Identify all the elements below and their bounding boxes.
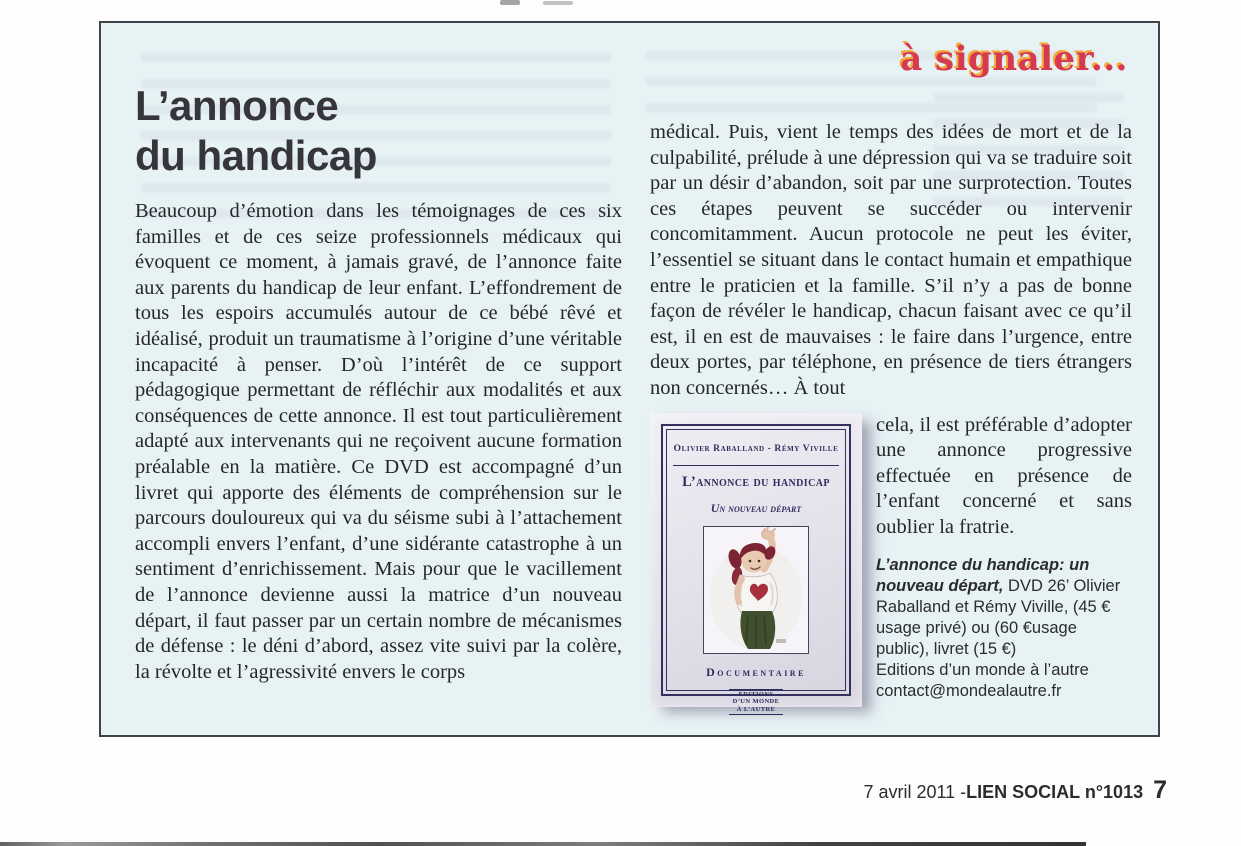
dvd-genre: Documentaire [706, 665, 806, 680]
footer-page-number: 7 [1153, 776, 1167, 804]
dvd-title: L’annonce du handicap [682, 474, 830, 491]
page-footer [863, 776, 1167, 805]
article-column-right-paragraph: médical. Puis, vient le temps des idées de mort et de la culpabilité, prélude à une dépression qui va se traduire soit par un désir d’abandon, soit par une surprotection. Toutes ces étapes peuvent se succéder ou intervenir concomitamment. Aucun protocole ne peut les éviter, l’essentiel se situant dans le contact humain et empathique entre le praticien et la famille. S’il n’y a pas de bonne façon de révéler le handicap, chacun faisant avec ce qu’il est, il en est de mauvaises : le faire dans l’urgence, entre deux portes, par téléphone, en présence de tiers étrangers non concernés… À tout [650, 121, 1132, 399]
article-column-right [650, 120, 1132, 711]
caption-publisher: Editions d’un monde à l’autre [876, 660, 1089, 679]
article-title-line1: L’annonce [135, 82, 339, 129]
media-and-caption-zone [650, 413, 1132, 713]
dvd-cover [650, 413, 862, 713]
article-title [135, 81, 377, 181]
scan-smudge [543, 1, 573, 5]
scan-edge [0, 842, 1086, 846]
girl-drawing-icon [704, 527, 808, 653]
article-column-right-wrapped-paragraph: cela, il est préférable d’adopter une annonce progressive effectuée en présence de l’enfant concerné et sans oublier la fratrie. [876, 413, 1132, 538]
article-column-left: Beaucoup d’émotion dans les témoignages de ces six familles et de ces seize professionnels médicaux qui évoquent ce moment, à jamais gravé, de l’annonce faite aux parents du handicap de leur enfant. L’effondrement de tous les espoirs accumulés autour de ce bébé rêvé et idéalisé, produit un traumatisme à l’origine d’une véritable incapacité à penser. D’où l’intérêt de ce support pédagogique permettant de réfléchir aux modalités et aux conséquences de cette annonce. Il est tout particulièrement adapté aux intervenants qui ne reçoivent aucune formation préalable en la matière. Ce DVD est accompagné d’un livret qui apporte des éléments de compréhension sur le parcours douloureux qui va du séisme subi à l’attachement accompli envers l’enfant, d’une sidérante catastrophe à un sentiment d’enrichissement. Mais pour que le vacillement de l’annonce devienne aussi la matrice d’un nouveau départ, il faut passer par un certain nombre de mécanismes de défense : le déni d’abord, assez vite suivi par la colère, la révolte et l’agressivité envers le corps [135, 200, 622, 683]
scan-smudge [500, 0, 520, 5]
section-label: à signaler... [900, 39, 1128, 79]
dvd-illustration [703, 526, 809, 654]
article-title-line2: du handicap [135, 132, 377, 179]
dvd-cover-frame [661, 424, 851, 713]
dvd-publisher-logo: ÉDITIONS D’UN MONDE À L’AUTRE [729, 689, 784, 716]
footer-journal-issue: LIEN SOCIAL n°1013 [966, 782, 1144, 802]
caption-title: L’annonce du handicap: un nouveau départ, [876, 555, 1090, 595]
caption-contact-email: contact@mondealautre.fr [876, 681, 1062, 700]
article-panel [99, 21, 1160, 737]
dvd-subtitle: Un nouveau départ [710, 500, 802, 515]
footer-date: 7 avril 2011 - [863, 782, 967, 802]
dvd-authors: Olivier Raballand - Rémy Viville [673, 437, 839, 467]
caption-details: DVD 26’ Olivier Raballand et Rémy Viville, (45 € usage privé) ou (60 €usage public), livret (15 €) [876, 576, 1121, 658]
